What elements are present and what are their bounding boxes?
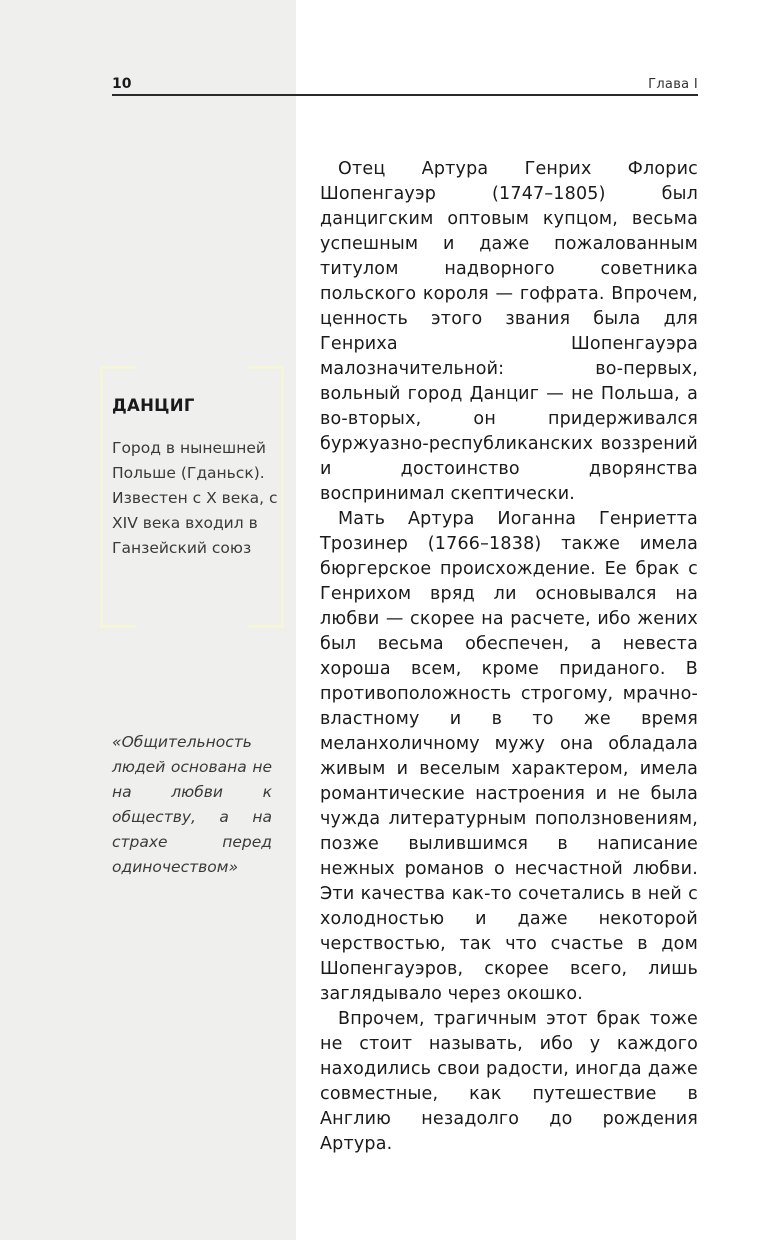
margin-quote: «Общительность людей основана не на любви к обществу, а на страхе перед одиночеством» [112,733,272,876]
chapter-label: Глава I [648,77,698,92]
sidebar-definition-box [100,366,284,628]
body-paragraph: Мать Артура Иоганна Генриетта Трозинер (1766–1838) также имела бюргерское происхождение. Ее брак с Генрихом вряд ли основывался на любви — скорее на расчете, ибо жених был весьма обеспечен, а невеста хороша всем, кроме приданого. В противоположность строгому, мрачно-властному и в то же время меланхоличному мужу она обладала живым и веселым характером, имела романтические настроения и не была чужда литературным поползновениям, позже вылившимся в написание нежных романов о несчастной любви. Эти качества как-то сочетались в ней с холодностью и даже некоторой черствостью, так что счастье в дом Шопенгауэров, скорее всего, лишь заглядывало через окошко. [320,509,698,1004]
body-text [320,157,698,1157]
body-paragraph: Впрочем, трагичным этот брак тоже не стоит называть, ибо у каждого находились свои радости, иногда даже совместные, как путешествие в Англию незадолго до рождения Артура. [320,1009,698,1154]
running-head [112,74,698,96]
body-paragraph: Отец Артура Генрих Флорис Шопенгауэр (1747–1805) был данцигским оптовым купцом, весьма успешным и даже пожалованным титулом надворного советника польского короля — гофрата. Впрочем, ценность этого звания была для Генриха Шопенгауэра малозначительной: во-первых, вольный город Данциг — не Польша, а во-вторых, он придерживался буржуазно-республиканских воззрений и достоинство дворянства воспринимал скептически. [320,159,698,504]
sidebar-definition: Город в нынешней Польше (Гданьск). Известен с X века, с XIV века входил в Ганзейский союз [112,439,278,557]
sidebar-term: ДАНЦИГ [112,396,195,415]
page-number: 10 [112,76,132,92]
